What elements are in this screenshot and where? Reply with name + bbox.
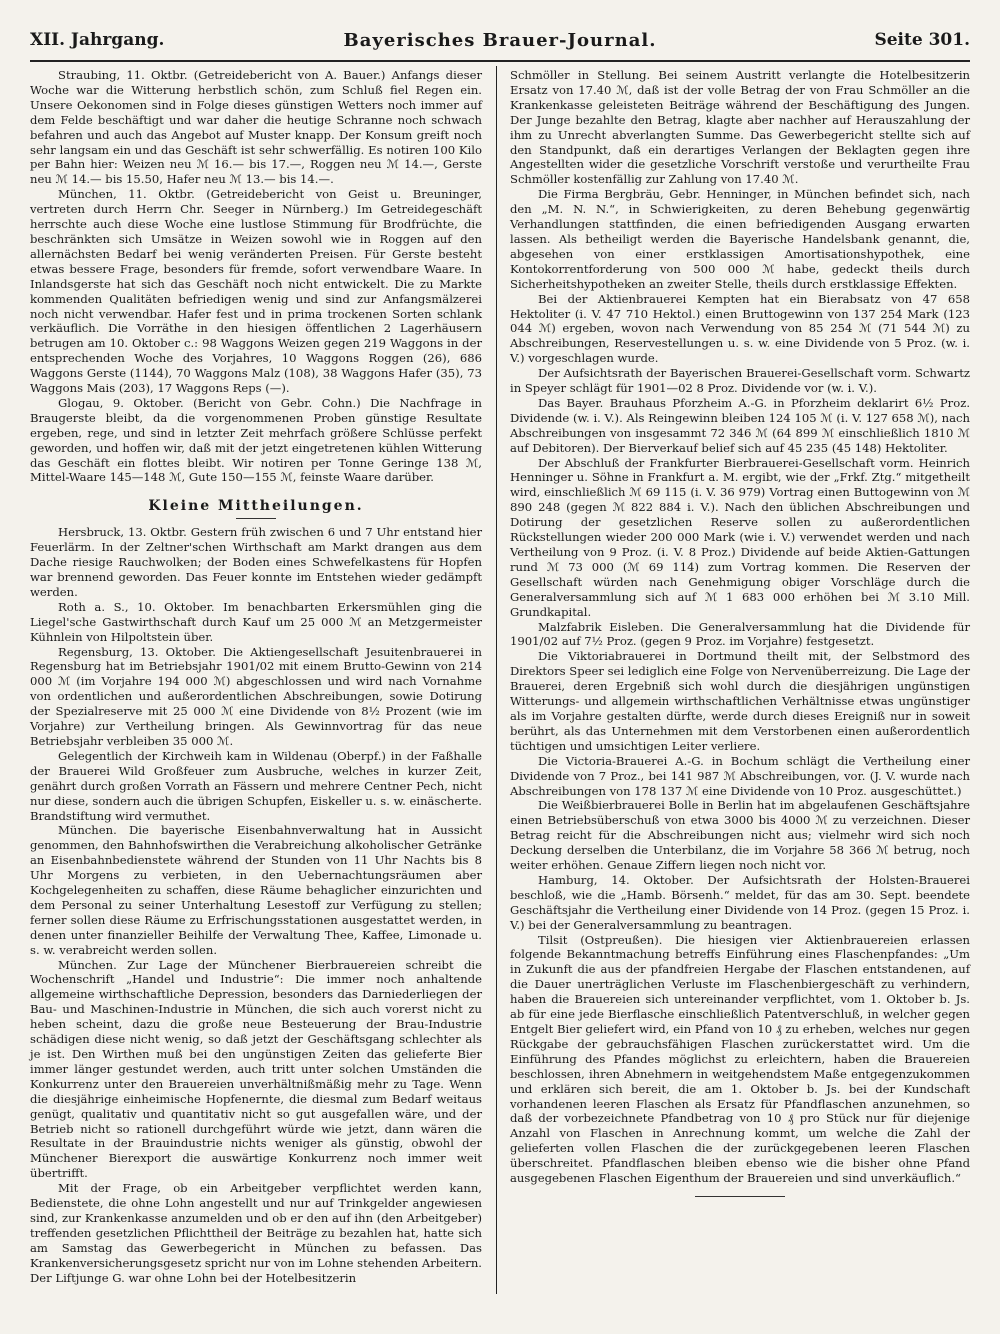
article-roth: Roth a. S., 10. Oktober. Im benachbarten Erkersmühlen ging die Liegel'sche Gastwirthschaft durch Kauf um 25 000 ℳ an Metzgermeister Kühnlein von Hilpoltstein über. xyxy=(30,599,482,644)
article-bergbraeu: Die Firma Bergbräu, Gebr. Henninger, in München befindet sich, nach den „M. N. N.“, in Schwierigkeiten, zu deren Behebung gegenwärtig Verhandlungen stattfinden, die einen befriedigenden Ausgang erwarten lassen. Als betheiligt werden die Bayerische Handelsbank genannt, die, abgesehen von einer erstklassigen Amortisationshypothek, eine Kontokorrentforderung von 500 000 ℳ habe, gedeckt theils durch Sicherheitshypotheken an zweiter Stelle, theils durch erstklassige Effekten. xyxy=(510,187,970,291)
article-muenchen-bierbrauereien: München. Zur Lage der Münchener Bierbrauereien schreibt die Wochenschrift „Handel und Industrie“: Die immer noch anhaltende allgemeine wirthschaftliche Depression, besonders das Darniederliegen der Bau- und Maschinen-Industrie in München, die sich auch vorerst nicht zu heben scheint, dazu die große neue Besteuerung der Brau-Industrie schädigen diese nicht wenig, so daß jetzt der Geschäftsgang schlechter als je ist. Den Wirthen muß bei den ungünstigen Zeiten das gelieferte Bier immer länger gestundet werden, auch tritt unter solchen Umständen die Konkurrenz unter den Brauereien unverhältnißmäßig mehr zu Tage. Wenn die diesjährige einheimische Hopfenernte, die diesmal zum Bedarf weitaus genügt, qualitativ und quantitativ nicht so gut ausgefallen wäre, und der Betrieb nicht so rationell durchgeführt würde wie jetzt, dann wären die Resultate in der Brauindustrie nichts weniger als günstig, obwohl der Münchener Bierexport die auswärtige Konkurrenz noch immer weit übertrifft. xyxy=(30,957,482,1181)
article-gewerbegericht: Mit der Frage, ob ein Arbeitgeber verpflichtet werden kann, Bedienstete, die ohne Lohn angestellt und nur auf Trinkgelder angewiesen sind, zur Krankenkasse anzumelden und ob er den auf ihn (den Arbeitgeber) treffenden gesetzlichen Pflichttheil der Beiträge zu bezahlen hat, hatte sich am Samstag das Gewerbegericht in München zu befassen. Das Krankenversicherungsgesetz spricht nur von im Lohne stehenden Arbeitern. Der Liftjunge G. war ohne Lohn bei der Hotelbesitzerin xyxy=(30,1181,482,1285)
article-muenchen-eisenbahn: München. Die bayerische Eisenbahnverwaltung hat in Aussicht genommen, den Bahnhofswirthen die Verabreichung alkoholischer Getränke an Eisenbahnbedienstete während der Stunden von 11 Uhr Nachts bis 8 Uhr Morgens zu verbieten, in den Uebernachtungsräumen aber Kochgelegenheiten zu schaffen, diese Räume behaglicher einzurichten und dem Personal zu seiner Unterhaltung Lesestoff zur Verfügung zu stellen; ferner sollen diese Räume zu Erfrischungsstationen ausgestattet werden, in denen unter finanzieller Beihilfe der Verwaltung Thee, Kaffee, Limonade u. s. w. verabreicht werden sollen. xyxy=(30,823,482,957)
right-column xyxy=(510,68,970,1197)
article-pforzheim: Das Bayer. Brauhaus Pforzheim A.-G. in Pforzheim deklarirt 6½ Proz. Dividende (w. i. V.). Als Reingewinn bleiben 124 105 ℳ (i. V. 127 658 ℳ), nach Abschreibungen von insgesammt 72 346 ℳ (64 899 ℳ einschließlich 1810 ℳ auf Debitoren). Der Bierverkauf belief sich auf 45 235 (45 148) Hektoliter. xyxy=(510,395,970,455)
section-heading xyxy=(30,499,482,519)
article-kempten: Bei der Aktienbrauerei Kempten hat ein Bierabsatz von 47 658 Hektoliter (i. V. 47 710 Hektol.) einen Bruttogewinn von 137 254 Mark (123 044 ℳ) ergeben, wovon nach Verwendung von 85 254 ℳ (71 544 ℳ) zu Abschreibungen, Reservestellungen u. s. w. eine Dividende von 5 Proz. (w. i. V.) vorgeschlagen wurde. xyxy=(510,291,970,366)
article-berlin: Die Weißbierbrauerei Bolle in Berlin hat im abgelaufenen Geschäftsjahre einen Betriebsüberschuß von etwa 3000 bis 4000 ℳ zu verzeichnen. Dieser Betrag reicht für die Abschreibungen nicht aus; vielmehr wird sich noch Deckung derselben die Unterbilanz, die im Vorjahre 58 366 ℳ betrug, noch weiter erhöhen. Genaue Ziffern liegen noch nicht vor. xyxy=(510,798,970,873)
article-hersbruck: Hersbruck, 13. Oktbr. Gestern früh zwischen 6 und 7 Uhr entstand hier Feuerlärm. In der Zeltner'schen Wirthschaft am Markt drangen aus dem Dache riesige Rauchwolken; der Boden eines Schwefelkastens für Hopfen war brennend geworden. Das Feuer konnte im Entstehen wieder gedämpft werden. xyxy=(30,525,482,599)
header-rule xyxy=(30,60,970,62)
section-rule xyxy=(236,518,276,519)
article-hamburg: Hamburg, 14. Oktober. Der Aufsichtsrath der Holsten-Brauerei beschloß, wie die „Hamb. Börsenh.“ meldet, für das am 30. Sept. beendete Geschäftsjahr die Vertheilung einer Dividende von 14 Proz. (gegen 15 Proz. i. V.) bei der Generalversammlung zu beantragen. xyxy=(510,872,970,932)
article-glogau: Glogau, 9. Oktober. (Bericht von Gebr. Cohn.) Die Nachfrage in Braugerste bleibt, da die vorgenommenen Proben günstige Resultate ergeben, rege, und sind in letzter Zeit mehrfach größere Schlüsse perfekt geworden, und hoffen wir, daß mit der jetzt eingetretenen kühlen Witterung das Geschäft ein flottes bleibt. Wir notiren per Tonne Geringe 138 ℳ, Mittel-Waare 145—148 ℳ, Gute 150—155 ℳ, feinste Waare darüber. xyxy=(30,395,482,485)
article-speyer: Der Aufsichtsrath der Bayerischen Brauerei-Gesellschaft vorm. Schwartz in Speyer schlägt für 1901—02 8 Proz. Dividende vor (w. i. V.). xyxy=(510,366,970,396)
journal-title: Bayerisches Brauer-Journal. xyxy=(343,30,657,51)
left-column xyxy=(30,68,482,1286)
article-straubing: Straubing, 11. Oktbr. (Getreidebericht von A. Bauer.) Anfangs dieser Woche war die Witterung herbstlich schön, zum Schluß fiel Regen ein. Unsere Oekonomen sind in Folge dieses günstigen Wetters noch immer auf dem Felde beschäftigt und war daher die heutige Schranne noch schwach befahren und auch das Angebot auf Muster knapp. Der Konsum greift noch sehr langsam ein und das Geschäft ist sehr schwerfällig. Es notiren 100 Kilo per Bahn hier: Weizen neu ℳ 16.— bis 17.—, Roggen neu ℳ 14.—, Gerste neu ℳ 14.— bis 15.50, Hafer neu ℳ 13.— bis 14.—. xyxy=(30,68,482,187)
page-header xyxy=(30,30,970,56)
article-frankfurt: Der Abschluß der Frankfurter Bierbrauerei-Gesellschaft vorm. Heinrich Henninger u. Söhne in Frankfurt a. M. ergibt, wie der „Frkf. Ztg.“ mitgetheilt wird, einschließlich ℳ 69 115 (i. V. 36 979) Vortrag einen Buttogewinn von ℳ 890 248 (gegen ℳ 822 884 i. V.). Nach den üblichen Abschreibungen und Dotirung der gesetzlichen Reserve sollen zu außerordentlichen Rückstellungen wieder 200 000 Mark (wie i. V.) verwendet werden und nach Vertheilung von 9 Proz. (i. V. 8 Proz.) Dividende auf beide Aktien-Gattungen rund ℳ 73 000 (ℳ 69 114) zum Vortrag kommen. Die Reserven der Gesellschaft würden nach Genehmigung obiger Vorschläge durch die Generalversammlung sich auf ℳ 1 683 000 erhöhen bei ℳ 3.10 Mill. Grundkapital. xyxy=(510,455,970,619)
column-divider xyxy=(496,66,497,1294)
volume-label: XII. Jahrgang. xyxy=(30,30,165,50)
page-number: Seite 301. xyxy=(874,30,970,50)
section-title: Kleine Mittheilungen. xyxy=(148,498,364,515)
article-regensburg: Regensburg, 13. Oktober. Die Aktiengesellschaft Jesuitenbrauerei in Regensburg hat im Betriebsjahr 1901/02 mit einem Brutto-Gewinn von 214 000 ℳ (im Vorjahre 194 000 ℳ) abgeschlossen und wird nach Vornahme von ordentlichen und außerordentlichen Abschreibungen, sowie Dotirung der Spezialreserve mit 25 000 ℳ eine Dividende von 8½ Prozent (wie im Vorjahre) zur Vertheilung bringen. Als Gewinnvortrag für das neue Betriebsjahr verbleiben 35 000 ℳ. xyxy=(30,644,482,748)
article-gewerbegericht-cont: Schmöller in Stellung. Bei seinem Austritt verlangte die Hotelbesitzerin Ersatz von 17.40 ℳ, daß ist der volle Betrag der von Frau Schmöller an die Krankenkasse geleisteten Beiträge während der Beschäftigung des Jungen. Der Junge bezahlte den Betrag, klagte aber nachher auf Herauszahlung der ihm zu Unrecht abverlangten Summe. Das Gewerbegericht stellte sich auf den Standpunkt, daß ein derartiges Verlangen der Beklagten gegen ihre Angestellten wider die gesetzliche Vorschrift verstoße und verurtheilte Frau Schmöller kostenfällig zur Zahlung von 17.40 ℳ. xyxy=(510,68,970,187)
article-eisleben: Malzfabrik Eisleben. Die Generalversammlung hat die Dividende für 1901/02 auf 7½ Proz. (gegen 9 Proz. im Vorjahre) festgesetzt. xyxy=(510,619,970,649)
article-muenchen-getreide: München, 11. Oktbr. (Getreidebericht von Geist u. Breuninger, vertreten durch Herrn Chr. Seeger in Nürnberg.) Im Getreidegeschäft herrschte auch diese Woche eine lustlose Stimmung für Brodfrüchte, die beschränkten sich Umsätze in Weizen sowohl wie in Roggen auf den allernächsten Bedarf bei wenig veränderten Preisen. Für Gerste besteht etwas bessere Frage, besonders für fremde, sofort verwendbare Waare. In Inlandsgerste hat sich das Geschäft noch nicht entwickelt. Die zu Markte kommenden Qualitäten befriedigen wenig und sind zur Anfangsmälzerei noch nicht verwendbar. Hafer fest und in prima trockenen Sorten schlank verkäuflich. Die Vorräthe in den hiesigen öffentlichen 2 Lagerhäusern betrugen am 10. Oktober c.: 98 Waggons Weizen gegen 219 Waggons in der entsprechenden Woche des Vorjahres, 10 Waggons Roggen (26), 686 Waggons Gerste (1144), 70 Waggons Malz (108), 38 Waggons Hafer (35), 73 Waggons Mais (203), 17 Waggons Reps (—). xyxy=(30,187,482,396)
end-rule xyxy=(695,1196,785,1197)
article-wildenau: Gelegentlich der Kirchweih kam in Wildenau (Oberpf.) in der Faßhalle der Brauerei Wild Großfeuer zum Ausbruche, welches in kurzer Zeit, genährt durch großen Vorrath an Fässern und mehrere Centner Pech, nicht nur diese, sondern auch die übrigen Schupfen, Eiskeller u. s. w. einäscherte. Brandstiftung wird vermuthet. xyxy=(30,748,482,823)
article-tilsit: Tilsit (Ostpreußen). Die hiesigen vier Aktienbrauereien erlassen folgende Bekanntmachung betreffs Einführung eines Flaschenpfandes: „Um in Zukunft die aus der pfandfreien Hergabe der Flaschen entstandenen, auf die Dauer unerträglichen Verluste im Flaschenbiergeschäft zu verhindern, haben die Brauereien sich untereinander verpflichtet, vom 1. Oktober b. Js. ab für eine jede Bierflasche einschließlich Patentverschluß, in welcher gegen Entgelt Bier geliefert wird, ein Pfand von 10 ₰ zu erheben, welches nur gegen Rückgabe der gebrauchsfähigen Flaschen zurückerstattet wird. Um die Einführung des Pfandes möglichst zu erleichtern, haben die Brauereien beschlossen, ihren Abnehmern in weitgehendstem Maße entgegenzukommen und erklären sich bereit, die am 1. Oktober b. Js. bei der Kundschaft vorhandenen leeren Flaschen als Ersatz für Pfandflaschen anzunehmen, so daß der vorbezeichnete Pfandbetrag von 10 ₰ pro Stück nur für diejenige Anzahl von Flaschen in Anrechnung kommt, um welche die Zahl der gelieferten vollen Flaschen die der zurückgegebenen leeren Flaschen überschreitet. Pfandflaschen bleiben ebenso wie die bisher ohne Pfand ausgegebenen Flaschen Eigenthum der Brauereien und sind unverkäuflich.“ xyxy=(510,932,970,1186)
article-dortmund: Die Viktoriabrauerei in Dortmund theilt mit, der Selbstmord des Direktors Speer sei lediglich eine Folge von Nervenüberreizung. Die Lage der Brauerei, deren Ergebniß sich wohl durch die diesjährigen ungünstigen Witterungs- und allgemein wirthschaftlichen Verhältnisse etwas ungünstiger als im Vorjahre gestalten dürfte, werde durch dieses Ereigniß nur in soweit berührt, als das Unternehmen mit dem Verstorbenen einen außerordentlich tüchtigen und umsichtigen Leiter verliere. xyxy=(510,649,970,753)
article-bochum: Die Victoria-Brauerei A.-G. in Bochum schlägt die Vertheilung einer Dividende von 7 Proz., bei 141 987 ℳ Abschreibungen, vor. (J. V. wurde nach Abschreibungen von 178 137 ℳ eine Dividende von 10 Proz. ausgeschüttet.) xyxy=(510,753,970,798)
